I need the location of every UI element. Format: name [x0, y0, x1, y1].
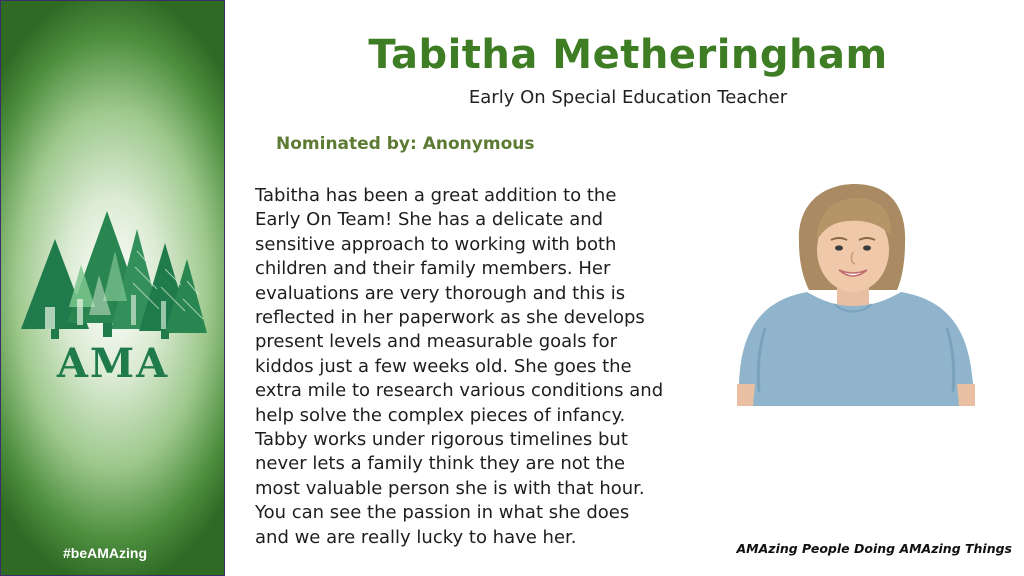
story-line: never lets a family think they are not the [255, 453, 626, 475]
nominee-role: Early On Special Education Teacher [468, 87, 788, 108]
hashtag: #beAMAzing [63, 545, 147, 561]
story-line: Tabby works under rigorous timelines but [255, 429, 628, 451]
story-line: reflected in her paperwork as she develops [255, 307, 645, 329]
story-line: and we are really lucky to have her. [255, 526, 577, 548]
story-line: children and their family members. Her [255, 258, 611, 280]
story-line: Tabitha has been a great addition to the [255, 185, 617, 206]
portrait-photo [737, 178, 975, 406]
pine-trees-logo-icon [15, 211, 211, 381]
side-panel [0, 0, 225, 576]
story-line: extra mile to research various conditions and [255, 380, 664, 402]
story-line: Early On Team! She has a delicate and [255, 209, 604, 231]
story-line: kiddos just a few weeks old. She goes the [255, 355, 632, 377]
tagline: AMAzing People Doing AMAzing Things [736, 541, 1012, 556]
logo-text: AMA [56, 340, 170, 381]
nomination-story [255, 184, 699, 554]
nominee-name: Tabitha Metheringham [368, 32, 888, 78]
story-line: evaluations are very thorough and this is [255, 282, 626, 304]
story-line: sensitive approach to working with both [255, 233, 617, 255]
story-line: help solve the complex pieces of infancy. [255, 404, 626, 426]
story-line: present levels and measurable goals for [255, 331, 618, 353]
story-line: most valuable person she is with that hour. [255, 477, 645, 499]
story-line: You can see the passion in what she does [255, 502, 630, 524]
nominated-by: Nominated by: Anonymous [276, 134, 535, 154]
